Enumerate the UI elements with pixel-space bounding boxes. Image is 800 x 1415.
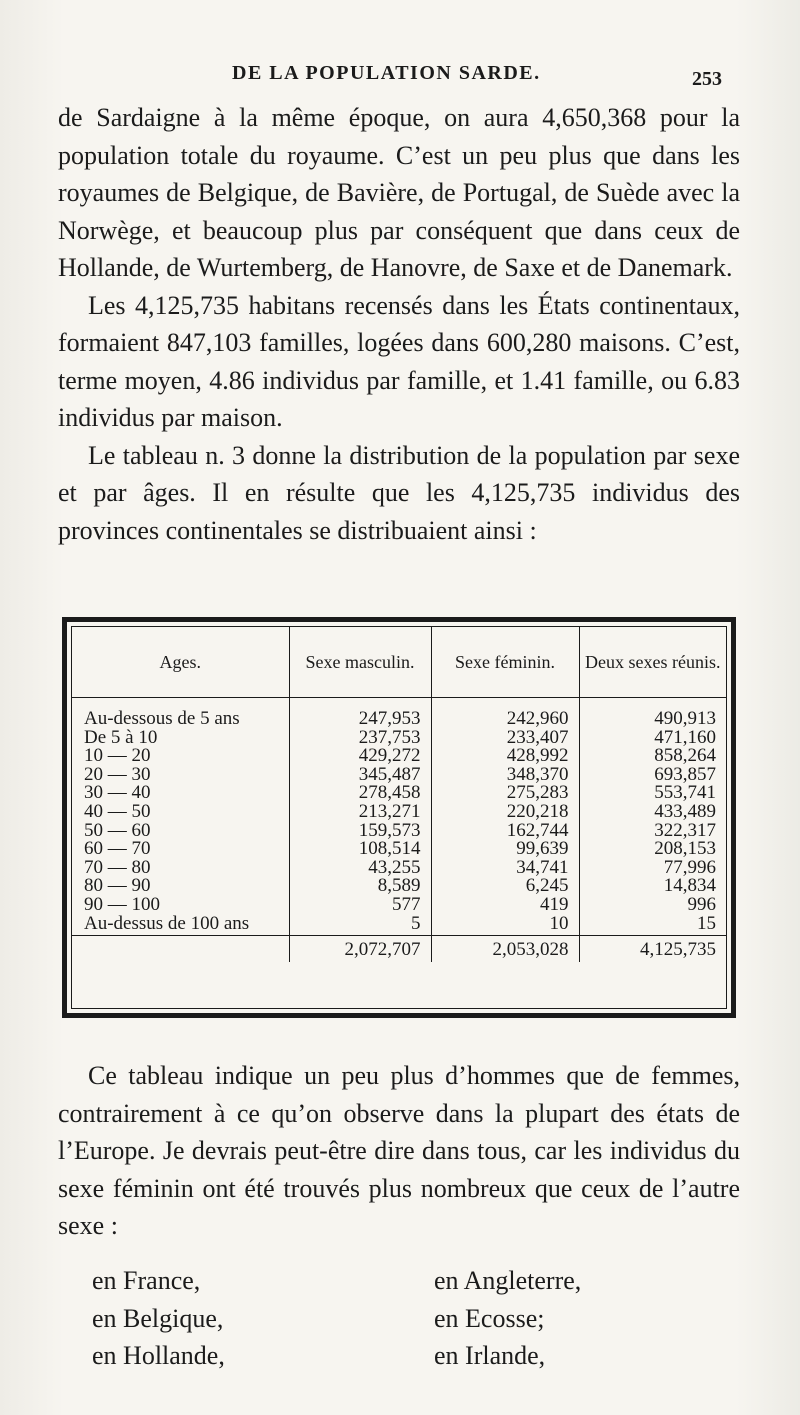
total-female-cell: 2,053,028	[431, 936, 579, 963]
female-cell: 428,992	[431, 747, 579, 766]
total-male-cell: 2,072,707	[289, 936, 431, 963]
total-cell: 77,996	[579, 859, 726, 878]
header-ages: Ages.	[72, 627, 289, 698]
country-row	[92, 1262, 732, 1300]
header-female: Sexe féminin.	[431, 627, 579, 698]
total-cell: 14,834	[579, 877, 726, 896]
age-cell: 80 — 90	[84, 875, 151, 897]
male-cell: 159,573	[289, 822, 431, 841]
table-header-row	[72, 627, 726, 698]
female-cell: 233,407	[431, 729, 579, 748]
age-cell: Au-dessous de 5 ans	[84, 708, 240, 729]
table-row	[72, 803, 726, 822]
female-cell: 348,370	[431, 766, 579, 785]
total-cell: 15	[579, 915, 726, 934]
female-cell: 220,218	[431, 803, 579, 822]
male-cell: 577	[289, 896, 431, 915]
header-male: Sexe masculin.	[289, 627, 431, 698]
male-cell: 345,487	[289, 766, 431, 785]
table-row	[72, 915, 726, 934]
population-table-frame	[62, 617, 736, 1018]
country-list	[92, 1262, 732, 1375]
age-cell: 70 — 80	[84, 856, 151, 878]
age-cell: 30 — 40	[84, 782, 151, 804]
body-text-top	[58, 99, 740, 549]
total-cell: 996	[579, 896, 726, 915]
paragraph: de Sardaigne à la même époque, on aura 4,650,368 pour la population totale du royaume. C’est un peu plus que dans les royaumes de Belgique, de Bavière, de Portugal, de Suède avec la Norwège, et beaucoup plus par conséquent que dans ceux de Hollande, de Wurtemberg, de Hanovre, de Saxe et de Danemark.	[58, 103, 740, 282]
country-left: en France,	[92, 1266, 201, 1295]
female-cell: 34,741	[431, 859, 579, 878]
paragraph: Ce tableau indique un peu plus d’hommes que de femmes, contrairement à ce qu’on observe dans la plupart des états de l’Europe. Je devrais peut-être dire dans tous, car les individus du sexe féminin ont été trouvés plus nombreux que ceux de l’autre sexe :	[58, 1061, 740, 1240]
male-cell: 5	[289, 915, 431, 934]
country-left: en Belgique,	[92, 1303, 224, 1333]
totals-label-cell	[72, 936, 289, 963]
country-right: en Ecosse;	[434, 1303, 545, 1333]
age-cell: 10 — 20	[84, 745, 151, 767]
male-cell: 429,272	[289, 747, 431, 766]
age-cell: Au-dessus de 100 ans	[84, 912, 250, 934]
female-cell: 99,639	[431, 840, 579, 859]
running-title: DE LA POPULATION SARDE.	[232, 62, 541, 84]
male-cell: 247,953	[289, 698, 431, 729]
female-cell: 10	[431, 915, 579, 934]
age-cell: 60 — 70	[84, 838, 151, 860]
body-text-bottom	[58, 1057, 740, 1245]
table-row	[72, 747, 726, 766]
female-cell: 275,283	[431, 784, 579, 803]
paragraph: Le tableau n. 3 donne la distribution de la population par sexe et par âges. Il en résulte que les 4,125,735 individus des provinces continentales se distribuaient ainsi :	[58, 440, 740, 545]
total-cell: 471,160	[579, 729, 726, 748]
population-table	[72, 627, 726, 962]
table-row	[72, 840, 726, 859]
age-cell: 90 — 100	[84, 893, 160, 915]
totals-row	[72, 936, 726, 963]
country-right: en Irlande,	[434, 1341, 546, 1370]
female-cell: 242,960	[431, 698, 579, 729]
male-cell: 43,255	[289, 859, 431, 878]
running-head	[0, 62, 800, 92]
paragraph: Les 4,125,735 habitans recensés dans les États continentaux, formaient 847,103 familles, logées dans 600,280 maisons. C’est, terme moyen, 4.86 individus par famille, et 1.41 famille, ou 6.83 individus par maison.	[58, 290, 740, 432]
total-cell: 858,264	[579, 747, 726, 766]
age-cell: 40 — 50	[84, 800, 151, 822]
age-cell: 50 — 60	[84, 819, 151, 841]
total-cell: 208,153	[579, 840, 726, 859]
table-row	[72, 896, 726, 915]
country-left: en Hollande,	[92, 1341, 225, 1370]
total-cell: 322,317	[579, 822, 726, 841]
header-total: Deux sexes réunis.	[579, 627, 726, 698]
age-cell: 20 — 30	[84, 763, 151, 785]
male-cell: 8,589	[289, 877, 431, 896]
table-row	[72, 698, 726, 729]
page-number: 253	[692, 68, 722, 90]
male-cell: 108,514	[289, 840, 431, 859]
male-cell: 237,753	[289, 729, 431, 748]
total-cell: 553,741	[579, 784, 726, 803]
male-cell: 278,458	[289, 784, 431, 803]
total-total-cell: 4,125,735	[579, 936, 726, 963]
country-right: en Angleterre,	[434, 1266, 582, 1295]
female-cell: 6,245	[431, 877, 579, 896]
female-cell: 162,744	[431, 822, 579, 841]
male-cell: 213,271	[289, 803, 431, 822]
total-cell: 433,489	[579, 803, 726, 822]
age-cell: De 5 à 10	[84, 726, 158, 748]
female-cell: 419	[431, 896, 579, 915]
country-row	[92, 1337, 732, 1375]
country-row	[92, 1300, 732, 1338]
total-cell: 490,913	[579, 698, 726, 729]
total-cell: 693,857	[579, 766, 726, 785]
